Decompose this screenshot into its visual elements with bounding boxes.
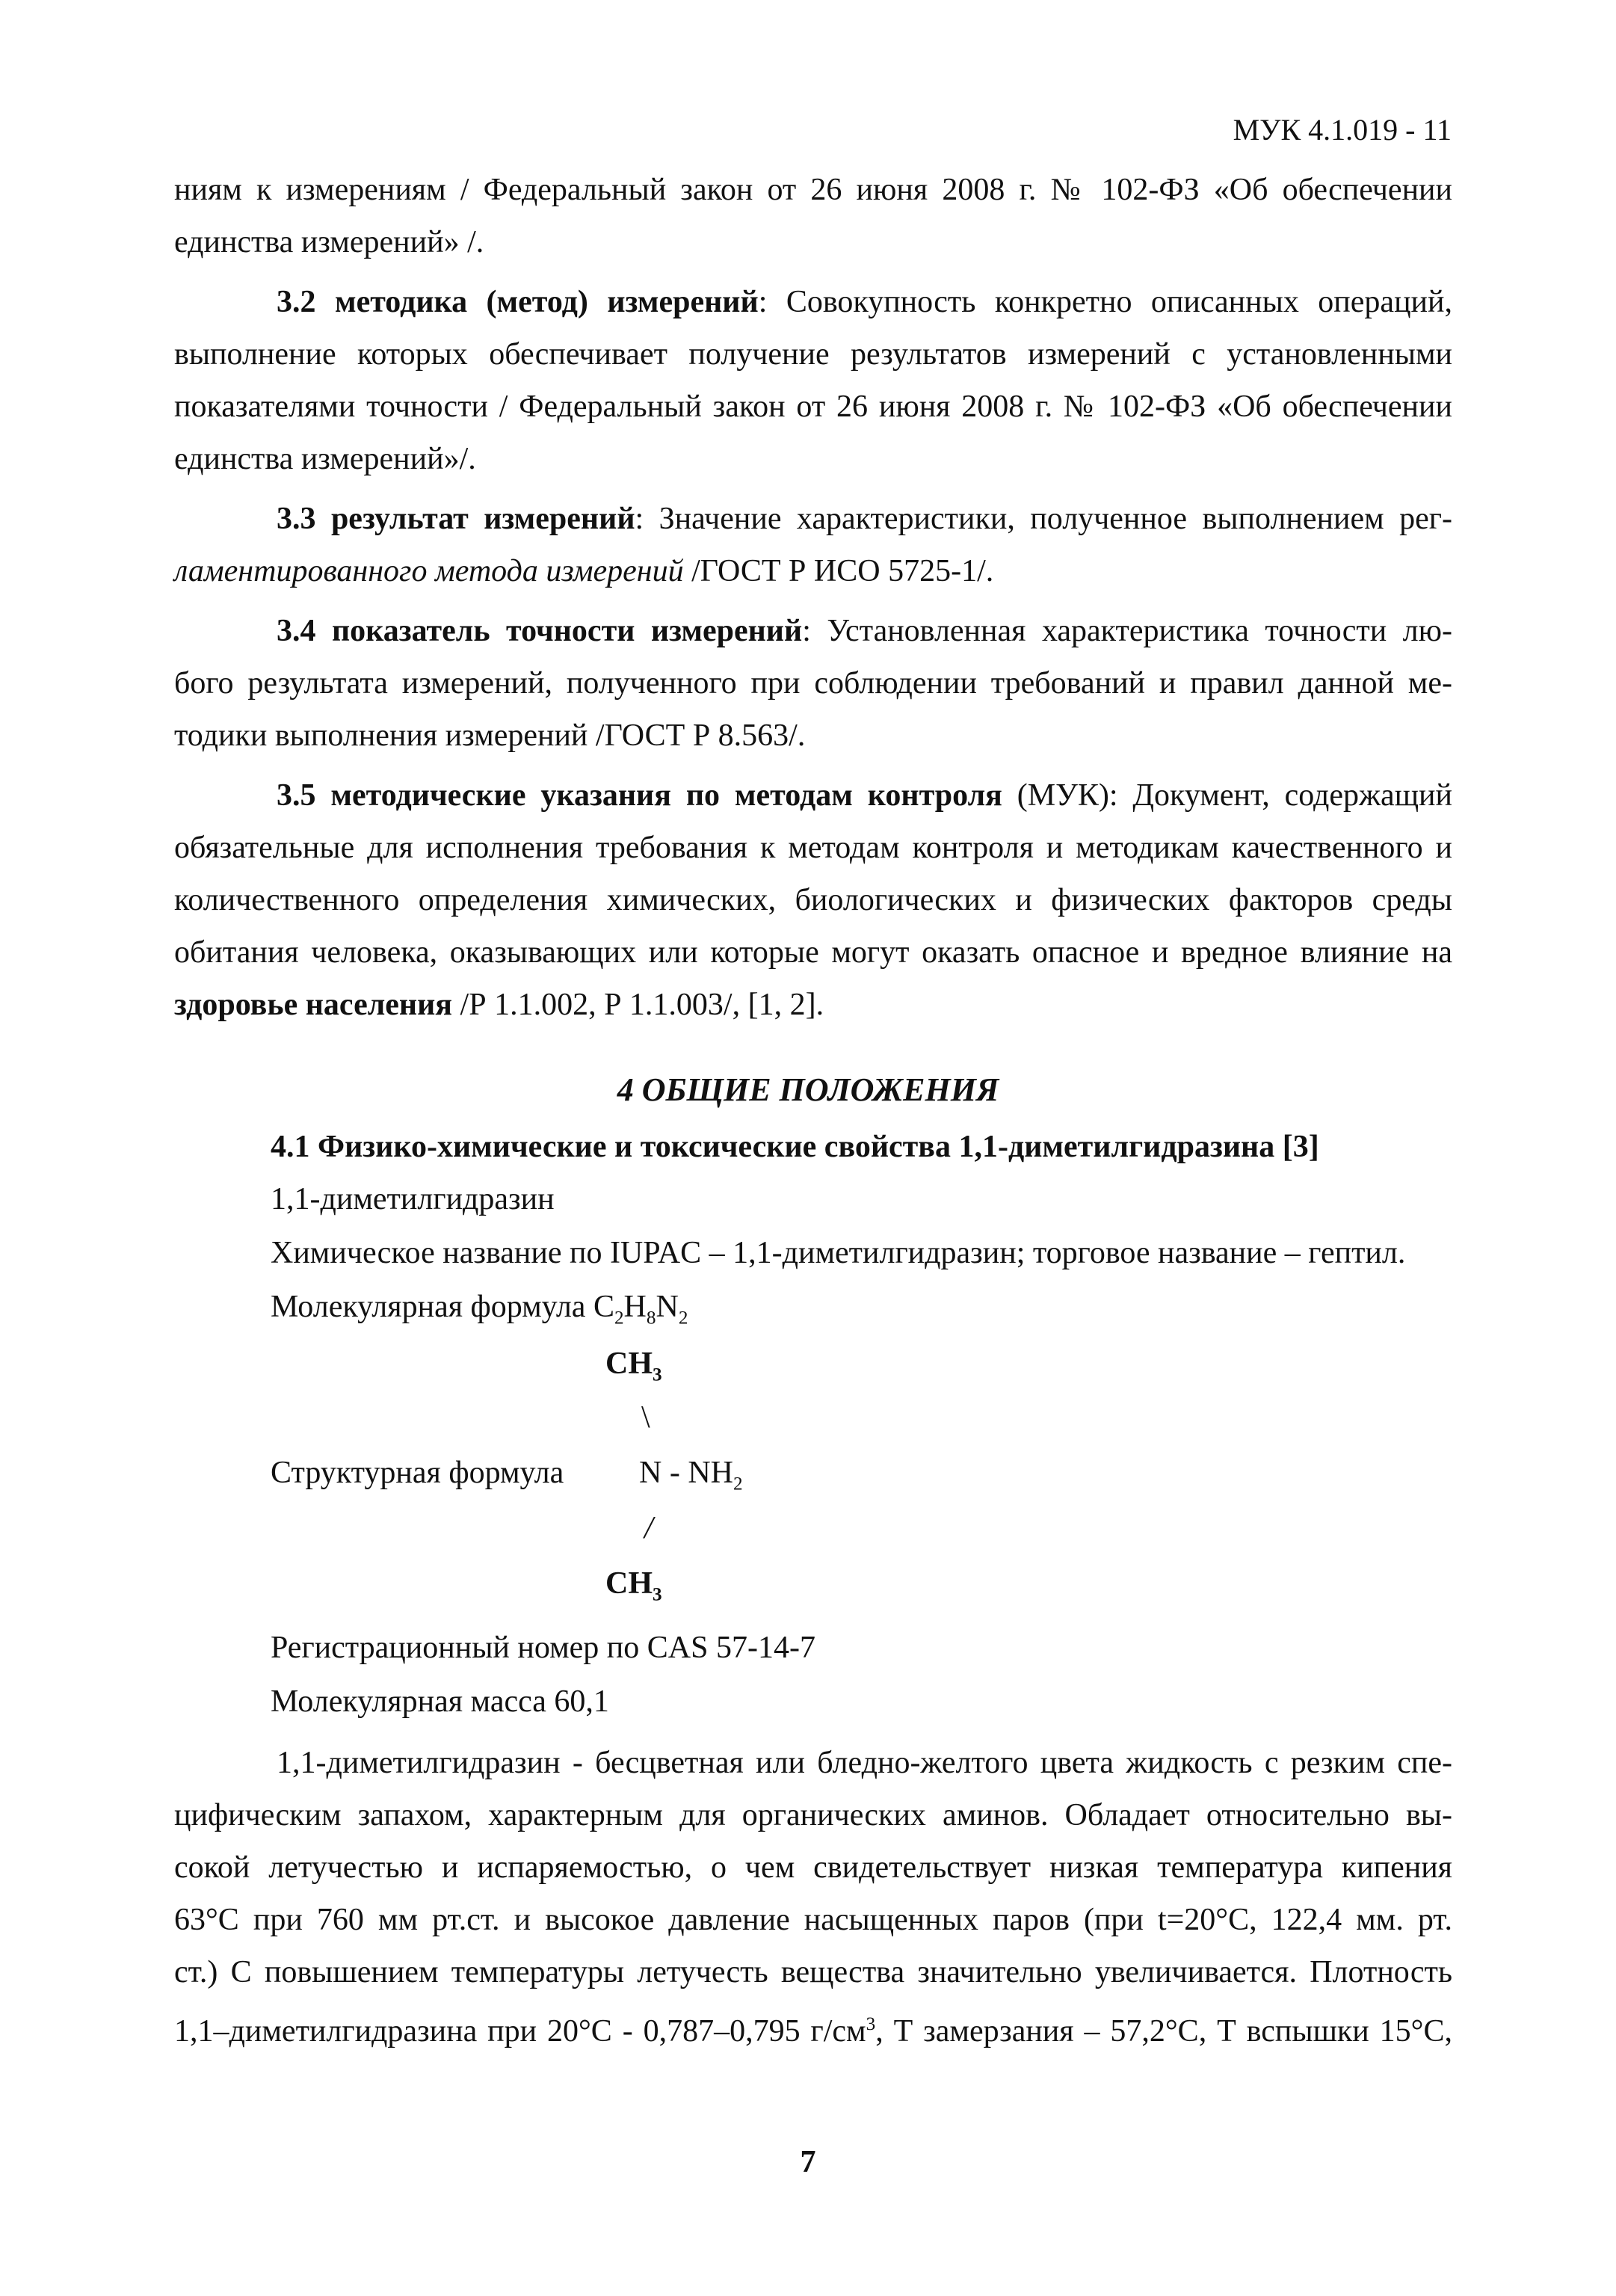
term-3-2-line-4: единства измерений»/.	[174, 442, 476, 476]
term-3-4-line-2: бого результата измерений, полученного при соблюдении требований и правил данной ме-	[174, 666, 1452, 701]
term-3-3-line-2	[174, 550, 1452, 592]
structural-formula-label: Структурная формула	[271, 1456, 564, 1490]
term-3-3-line-1	[277, 498, 1452, 540]
term-3-2-line-3: показателями точности / Федеральный закон от 26 июня 2008 г. № 102-ФЗ «Об обеспечении	[174, 390, 1452, 424]
document-code-header: МУК 4.1.019 - 11	[1233, 113, 1452, 147]
struct-bond-top: \	[641, 1400, 650, 1435]
term-3-3-reference: /ГОСТ Р ИСО 5725-1/.	[683, 554, 994, 588]
term-3-5-line-3: количественного определения химических, биологических и физических факторов среды	[174, 883, 1452, 917]
term-3-4-line-1	[277, 610, 1452, 652]
term-3-2-line-2: выполнение которых обеспечивает получение результатов измерений с установленными	[174, 337, 1452, 372]
struct-n-nh2: N - $NH_2$	[639, 1456, 743, 1495]
description-line-4: 63°С при 760 мм рт.ст. и высокое давление насыщенных паров (при t=20°С, 122,4 мм. рт.	[174, 1903, 1452, 1937]
term-3-5-line-2: обязательные для исполнения требования к методам контроля и методикам качественного и	[174, 831, 1452, 865]
description-line-6: 1,1–диметилгидразина при 20°С - 0,787–0,795 $г/см^3$, Т замерзания – 57,2°С, Т вспышки 15°С,	[174, 2014, 1452, 2049]
molecular-formula: $C_2H_8N_2$	[593, 1290, 688, 1329]
para-3-1-line-1: ниям к измерениям / Федеральный закон от 26 июня 2008 г. № 102-ФЗ «Об обеспечении	[174, 173, 1452, 207]
term-3-5-references: /Р 1.1.002, Р 1.1.003/, [1, 2].	[452, 988, 824, 1022]
term-3-5-line-1	[277, 775, 1452, 816]
term-3-5-line-4: обитания человека, оказывающих или которые могут оказать опасное и вредное влияние на	[174, 935, 1452, 970]
term-3-5-name: 3.5 методические указания по методам контроля	[277, 778, 1002, 813]
struct-ch3-bottom: $CH_3$	[605, 1566, 662, 1605]
description-line-5: ст.) С повышением температуры летучесть вещества значительно увеличивается. Плотность	[174, 1955, 1452, 1989]
term-3-4-name: 3.4 показатель точности измерений	[277, 614, 803, 648]
section-4-1-subtitle: 4.1 Физико-химические и токсические свойства 1,1-диметилгидразина [3]	[271, 1130, 1319, 1164]
struct-bond-bottom: /	[644, 1511, 653, 1545]
substance-name: 1,1-диметилгидразин	[271, 1182, 555, 1216]
page-number: 7	[800, 2145, 816, 2179]
term-3-5-line-5	[174, 984, 1452, 1026]
description-line-1: 1,1-диметилгидразин - бесцветная или бледно-желтого цвета жидкость с резким спе-	[277, 1746, 1452, 1780]
term-3-2-line-1	[277, 281, 1452, 323]
term-3-3-def-start: : Значение характеристики, полученное выполнением рег-	[635, 502, 1452, 536]
term-3-2-name: 3.2 методика (метод) измерений	[277, 285, 759, 319]
para-3-1-line-2: единства измерений» /.	[174, 225, 484, 259]
molecular-formula-label: Молекулярная формула	[271, 1290, 586, 1324]
term-3-5-def-start: (МУК): Документ, содержащий	[1002, 778, 1452, 813]
description-line-3: сокой летучестью и испаряемостью, о чем свидетельствует низкая температура кипения	[174, 1850, 1452, 1885]
term-3-3-name: 3.3 результат измерений	[277, 502, 635, 536]
term-3-4-line-3: тодики выполнения измерений /ГОСТ Р 8.563/.	[174, 718, 806, 753]
term-3-2-def-start: : Совокупность конкретно описанных операций,	[758, 285, 1452, 319]
term-3-3-italic-text: ламентированного метода измерений	[174, 554, 684, 588]
molecular-formula-line	[271, 1286, 1549, 1339]
cas-number-line: Регистрационный номер по CAS 57-14-7	[271, 1631, 815, 1665]
description-line-2: цифическим запахом, характерным для органических аминов. Обладает относительно вы-	[174, 1798, 1452, 1832]
term-3-5-bold-text: здоровье населения	[174, 988, 453, 1022]
section-4-title: 4 ОБЩИЕ ПОЛОЖЕНИЯ	[617, 1071, 999, 1108]
molecular-mass-line: Молекулярная масса 60,1	[271, 1684, 609, 1719]
iupac-name-line: Химическое название по IUPAC – 1,1-диметилгидразин; торговое название – гептил.	[271, 1236, 1406, 1270]
term-3-4-def-start: : Установленная характеристика точности лю-	[802, 614, 1452, 648]
struct-ch3-top: $CH_3$	[605, 1346, 662, 1385]
